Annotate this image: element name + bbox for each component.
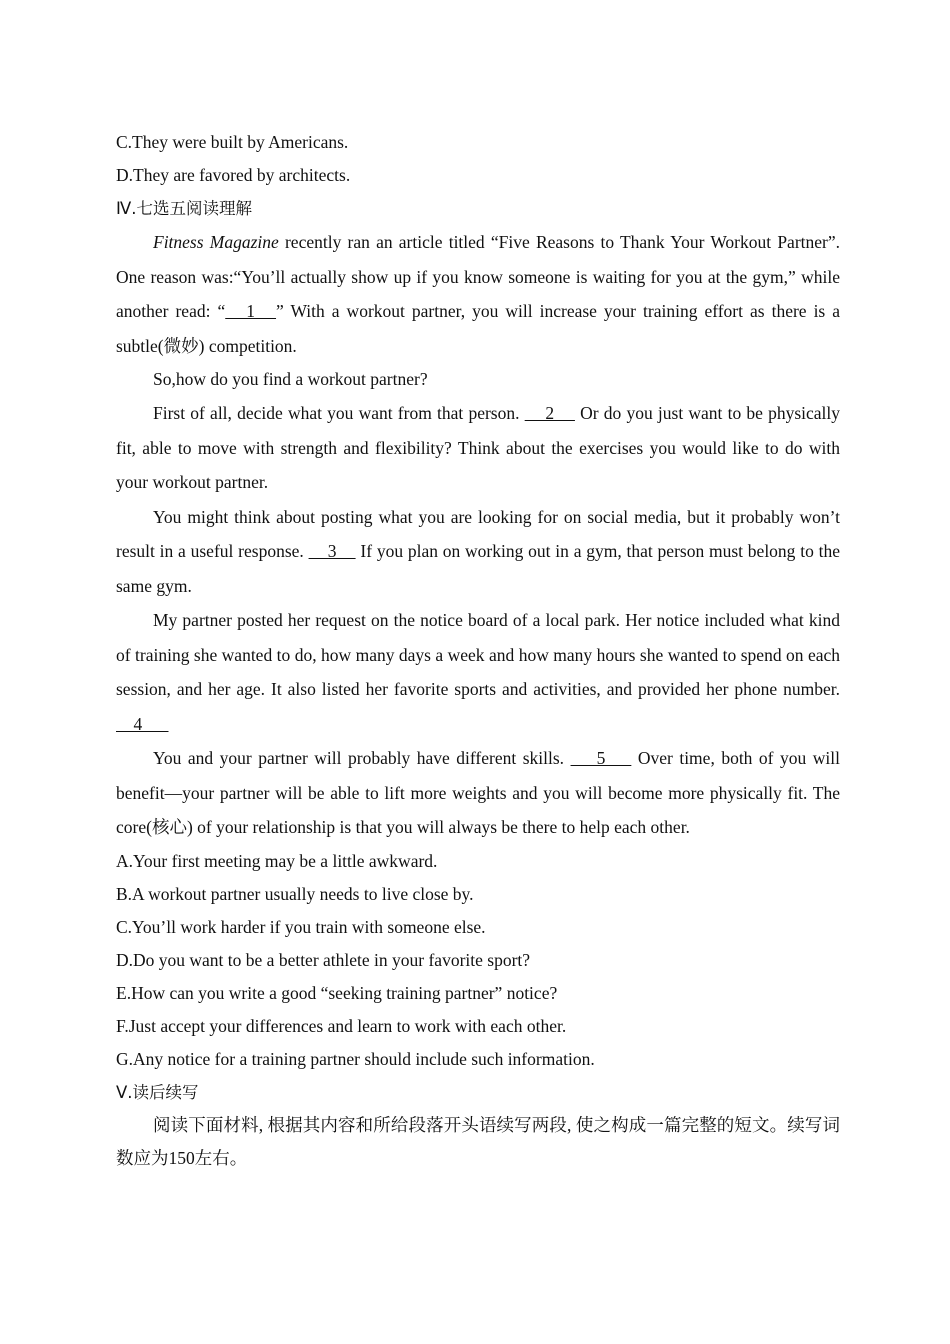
document-page	[116, 126, 840, 1175]
paragraph-4	[116, 500, 840, 604]
paragraph-4-text-b: If you plan on working out in a gym, that person must belong to the same gym.	[116, 541, 840, 596]
magazine-title: Fitness Magazine	[153, 232, 279, 252]
option-b: B.A workout partner usually needs to live close by.	[116, 883, 474, 904]
section-4-heading: Ⅳ.七选五阅读理解	[116, 199, 252, 218]
paragraph-5	[116, 603, 840, 741]
option-g: G.Any notice for a training partner should include such information.	[116, 1048, 595, 1069]
blank-5: 5	[570, 748, 632, 768]
blank-1: 1	[225, 301, 277, 321]
paragraph-6-text-a: You and your partner will probably have different skills.	[153, 748, 571, 768]
option-d-previous: D.They are favored by architects.	[116, 165, 351, 185]
option-c-previous: C.They were built by Americans.	[116, 132, 349, 152]
blank-2: 2	[524, 403, 575, 423]
paragraph-3-text-a: First of all, decide what you want from that person.	[153, 403, 525, 423]
option-a: A.Your first meeting may be a little awkward.	[116, 850, 438, 871]
paragraph-6-text-b: Over time, both of you will benefit—your partner will be able to lift more weights and you will become more physically fit. The core(核心) of your relationship is that you will always be there to help each other.	[116, 748, 840, 837]
section-5-heading: Ⅴ.读后续写	[116, 1082, 199, 1102]
paragraph-1-text-b: ” With a workout partner, you will increase your training effort as there is a subtle(微妙) competition.	[116, 301, 841, 356]
option-d: D.Do you want to be a better athlete in your favorite sport?	[116, 949, 531, 970]
paragraph-1-text-a: recently ran an article titled “Five Reasons to Thank Your Workout Partner”. One reason was:“You’ll actually show up if you know someone is waiting for you at the gym,” while another read: “	[116, 232, 840, 321]
blank-3: 3	[308, 541, 356, 561]
paragraph-5-text-a: My partner posted her request on the notice board of a local park. Her notice included what kind of training she wanted to do, how many days a week and how many hours she wanted to spend on each session, and her age. It also listed her favorite sports and activities, and provided her phone number.	[116, 610, 840, 699]
paragraph-2: So,how do you find a workout partner?	[153, 369, 428, 389]
option-f: F.Just accept your differences and learn to work with each other.	[116, 1015, 567, 1036]
option-c: C.You’ll work harder if you train with someone else.	[116, 916, 486, 937]
paragraph-1	[116, 225, 840, 363]
section-5-instruction: 阅读下面材料, 根据其内容和所给段落开头语续写两段, 使之构成一篇完整的短文。续写词数应为150左右。	[116, 1114, 840, 1168]
blank-4: 4	[116, 713, 169, 734]
paragraph-3-text-b: Or do you just want to be physically fit, able to move with strength and flexibility? Think about the exercises you would like to do with your workout partner.	[116, 403, 841, 492]
paragraph-3	[116, 396, 840, 500]
paragraph-6	[116, 741, 840, 845]
option-e: E.How can you write a good “seeking training partner” notice?	[116, 982, 558, 1003]
paragraph-4-text-a: You might think about posting what you are looking for on social media, but it probably won’t result in a useful response.	[116, 506, 840, 561]
